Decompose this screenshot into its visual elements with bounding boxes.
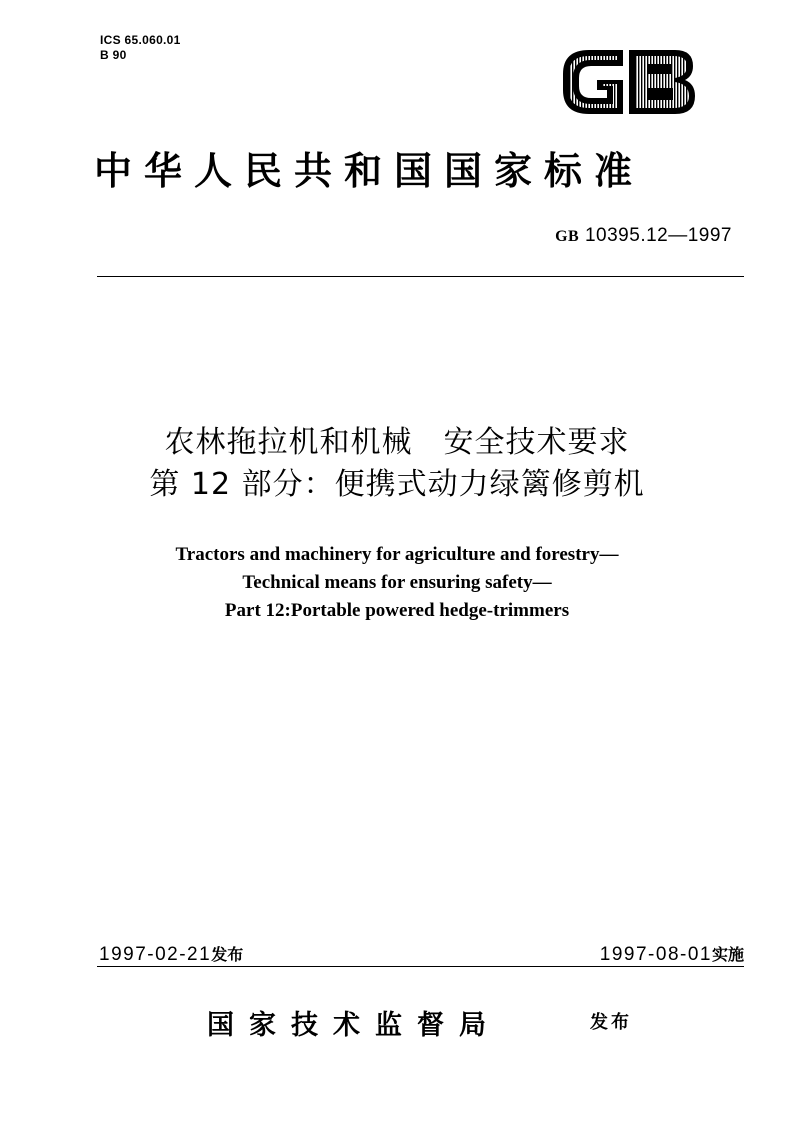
english-title-line-1: Tractors and machinery for agriculture and forestry—	[175, 544, 619, 565]
english-title-line-2: Technical means for ensuring safety—	[242, 572, 552, 593]
english-title	[0, 541, 794, 625]
national-standard-title: 中华人民共和国国家标准	[94, 148, 645, 193]
top-divider	[97, 276, 744, 277]
english-title-line-3: Part 12:Portable powered hedge-trimmers	[224, 600, 570, 621]
standard-number-value: 10395.12—1997	[584, 225, 732, 246]
chinese-title-line-1: 农林拖拉机和机械 安全技术要求	[164, 425, 630, 460]
standard-number	[555, 225, 732, 247]
gb-logo	[557, 46, 699, 118]
bottom-divider	[97, 966, 744, 967]
ics-code: ICS 65.060.01	[100, 33, 181, 47]
issue-date-value: 1997-02-21	[99, 944, 212, 965]
chinese-title-line-2: 第 12 部分：便携式动力绿篱修剪机	[149, 467, 645, 502]
publisher-name: 国家技术监督局	[207, 1010, 501, 1041]
issue-date-label: 发布	[211, 945, 244, 964]
category-code: B 90	[100, 48, 127, 62]
standard-number-prefix: GB	[555, 228, 580, 245]
implementation-date	[600, 942, 744, 966]
implementation-date-label: 实施	[711, 945, 744, 964]
implementation-date-value: 1997-08-01	[599, 944, 712, 965]
issue-date	[99, 942, 243, 966]
publish-label: 发布	[590, 1012, 632, 1033]
chinese-title	[0, 422, 794, 506]
classification-codes	[100, 33, 181, 63]
gb-logo-mark	[557, 46, 699, 118]
